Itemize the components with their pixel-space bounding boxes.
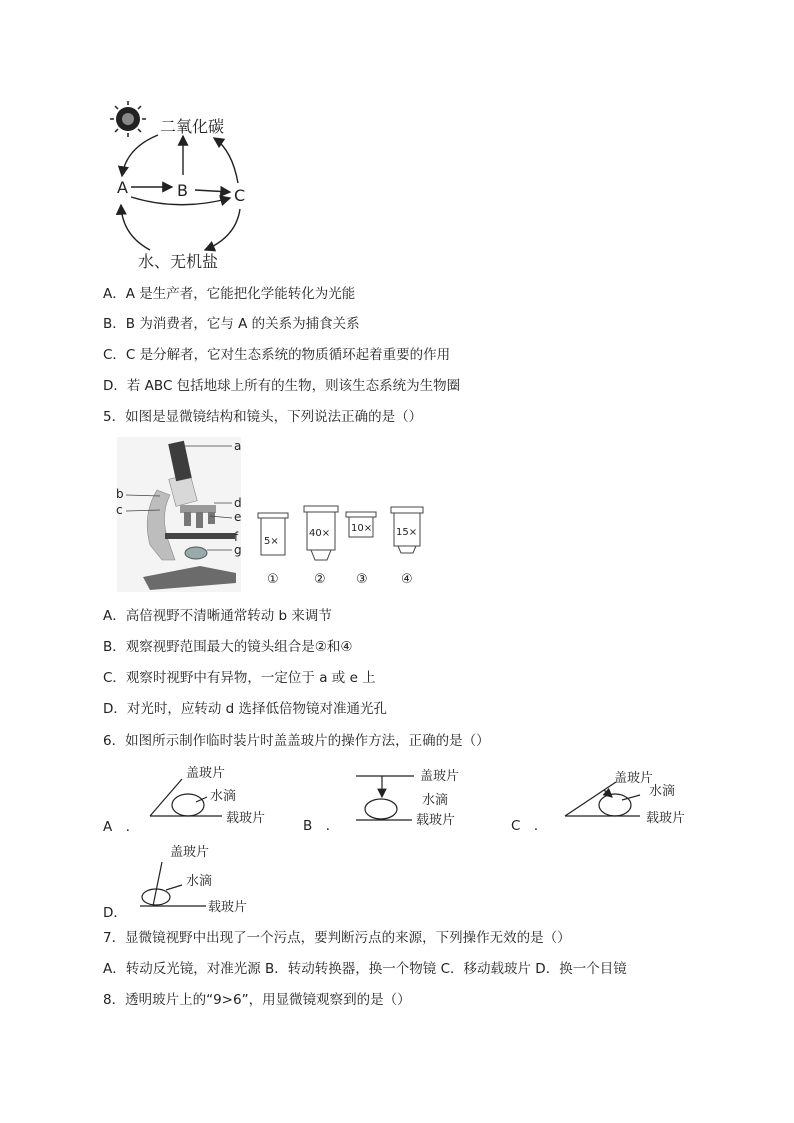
q5-option-a: A．高倍视野不清晰通常转动 b 来调节 xyxy=(103,608,332,624)
label-c: c xyxy=(116,503,123,517)
water-label: 水、无机盐 xyxy=(138,252,219,271)
label-a: a xyxy=(234,439,242,453)
d-cover-label: 盖玻片 xyxy=(170,845,210,860)
a-cover-label: 盖玻片 xyxy=(186,766,226,781)
q7-stem: 7．显微镜视野中出现了一个污点，要判断污点的来源，下列操作无效的是（） xyxy=(103,930,571,946)
b-drop-label: 水滴 xyxy=(422,793,449,808)
label-g: g xyxy=(234,543,242,557)
q6-letter-a: A ． xyxy=(103,819,140,835)
q6-stem: 6．如图所示制作临时装片时盖盖玻片的操作方法，正确的是（） xyxy=(103,733,490,749)
d-drop-label: 水滴 xyxy=(186,874,213,889)
node-a: A xyxy=(117,178,128,197)
label-b: b xyxy=(116,487,124,501)
q4-option-d: D．若 ABC 包括地球上所有的生物，则该生态系统为生物圈 xyxy=(103,378,461,394)
label-f: f xyxy=(234,530,239,544)
lens-1-mag: 5× xyxy=(264,536,279,547)
label-d: d xyxy=(234,496,242,510)
lens-2-mag: 40× xyxy=(309,528,331,539)
node-c: C xyxy=(234,186,246,205)
a-slide-label: 载玻片 xyxy=(226,811,266,826)
lens-4-number: ④ xyxy=(401,572,413,587)
q8-stem: 8．透明玻片上的“9>6”，用显微镜观察到的是（） xyxy=(103,992,411,1008)
q6-letter-c: C ． xyxy=(511,818,548,834)
label-e: e xyxy=(234,510,242,524)
lens-2-number: ② xyxy=(314,572,326,587)
lens-3-number: ③ xyxy=(356,572,368,587)
q5-option-d: D．对光时，应转动 d 选择低倍物镜对准通光孔 xyxy=(103,701,388,717)
q5-option-b: B．观察视野范围最大的镜头组合是②和④ xyxy=(103,639,353,655)
lens-4-mag: 15× xyxy=(396,527,418,538)
a-drop-label: 水滴 xyxy=(210,789,237,804)
q5-stem: 5．如图是显微镜结构和镜头，下列说法正确的是（） xyxy=(103,409,423,425)
q5-option-c: C．观察时视野中有异物，一定位于 a 或 e 上 xyxy=(103,670,376,686)
c-slide-label: 载玻片 xyxy=(646,811,686,826)
lens-3-mag: 10× xyxy=(351,523,373,534)
q4-option-c: C．C 是分解者，它对生态系统的物质循环起着重要的作用 xyxy=(103,347,451,363)
c-drop-label: 水滴 xyxy=(649,784,676,799)
b-cover-label: 盖玻片 xyxy=(420,769,460,784)
q4-option-a: A．A 是生产者，它能把化学能转化为光能 xyxy=(103,286,356,302)
q6-letter-d: D． xyxy=(103,905,127,921)
q7-options: A．转动反光镜，对准光源 B．转动转换器，换一个物镜 C．移动载玻片 D．换一个目镜 xyxy=(103,961,627,977)
q4-option-b: B．B 为消费者，它与 A 的关系为捕食关系 xyxy=(103,316,360,332)
c-cover-label: 盖玻片 xyxy=(614,771,654,786)
q6-letter-b: B ． xyxy=(303,818,340,834)
b-slide-label: 载玻片 xyxy=(416,813,456,828)
node-b: B xyxy=(177,181,188,200)
lens-1-number: ① xyxy=(267,572,279,587)
d-slide-label: 载玻片 xyxy=(208,900,248,915)
co2-label: 二氧化碳 xyxy=(160,117,225,136)
